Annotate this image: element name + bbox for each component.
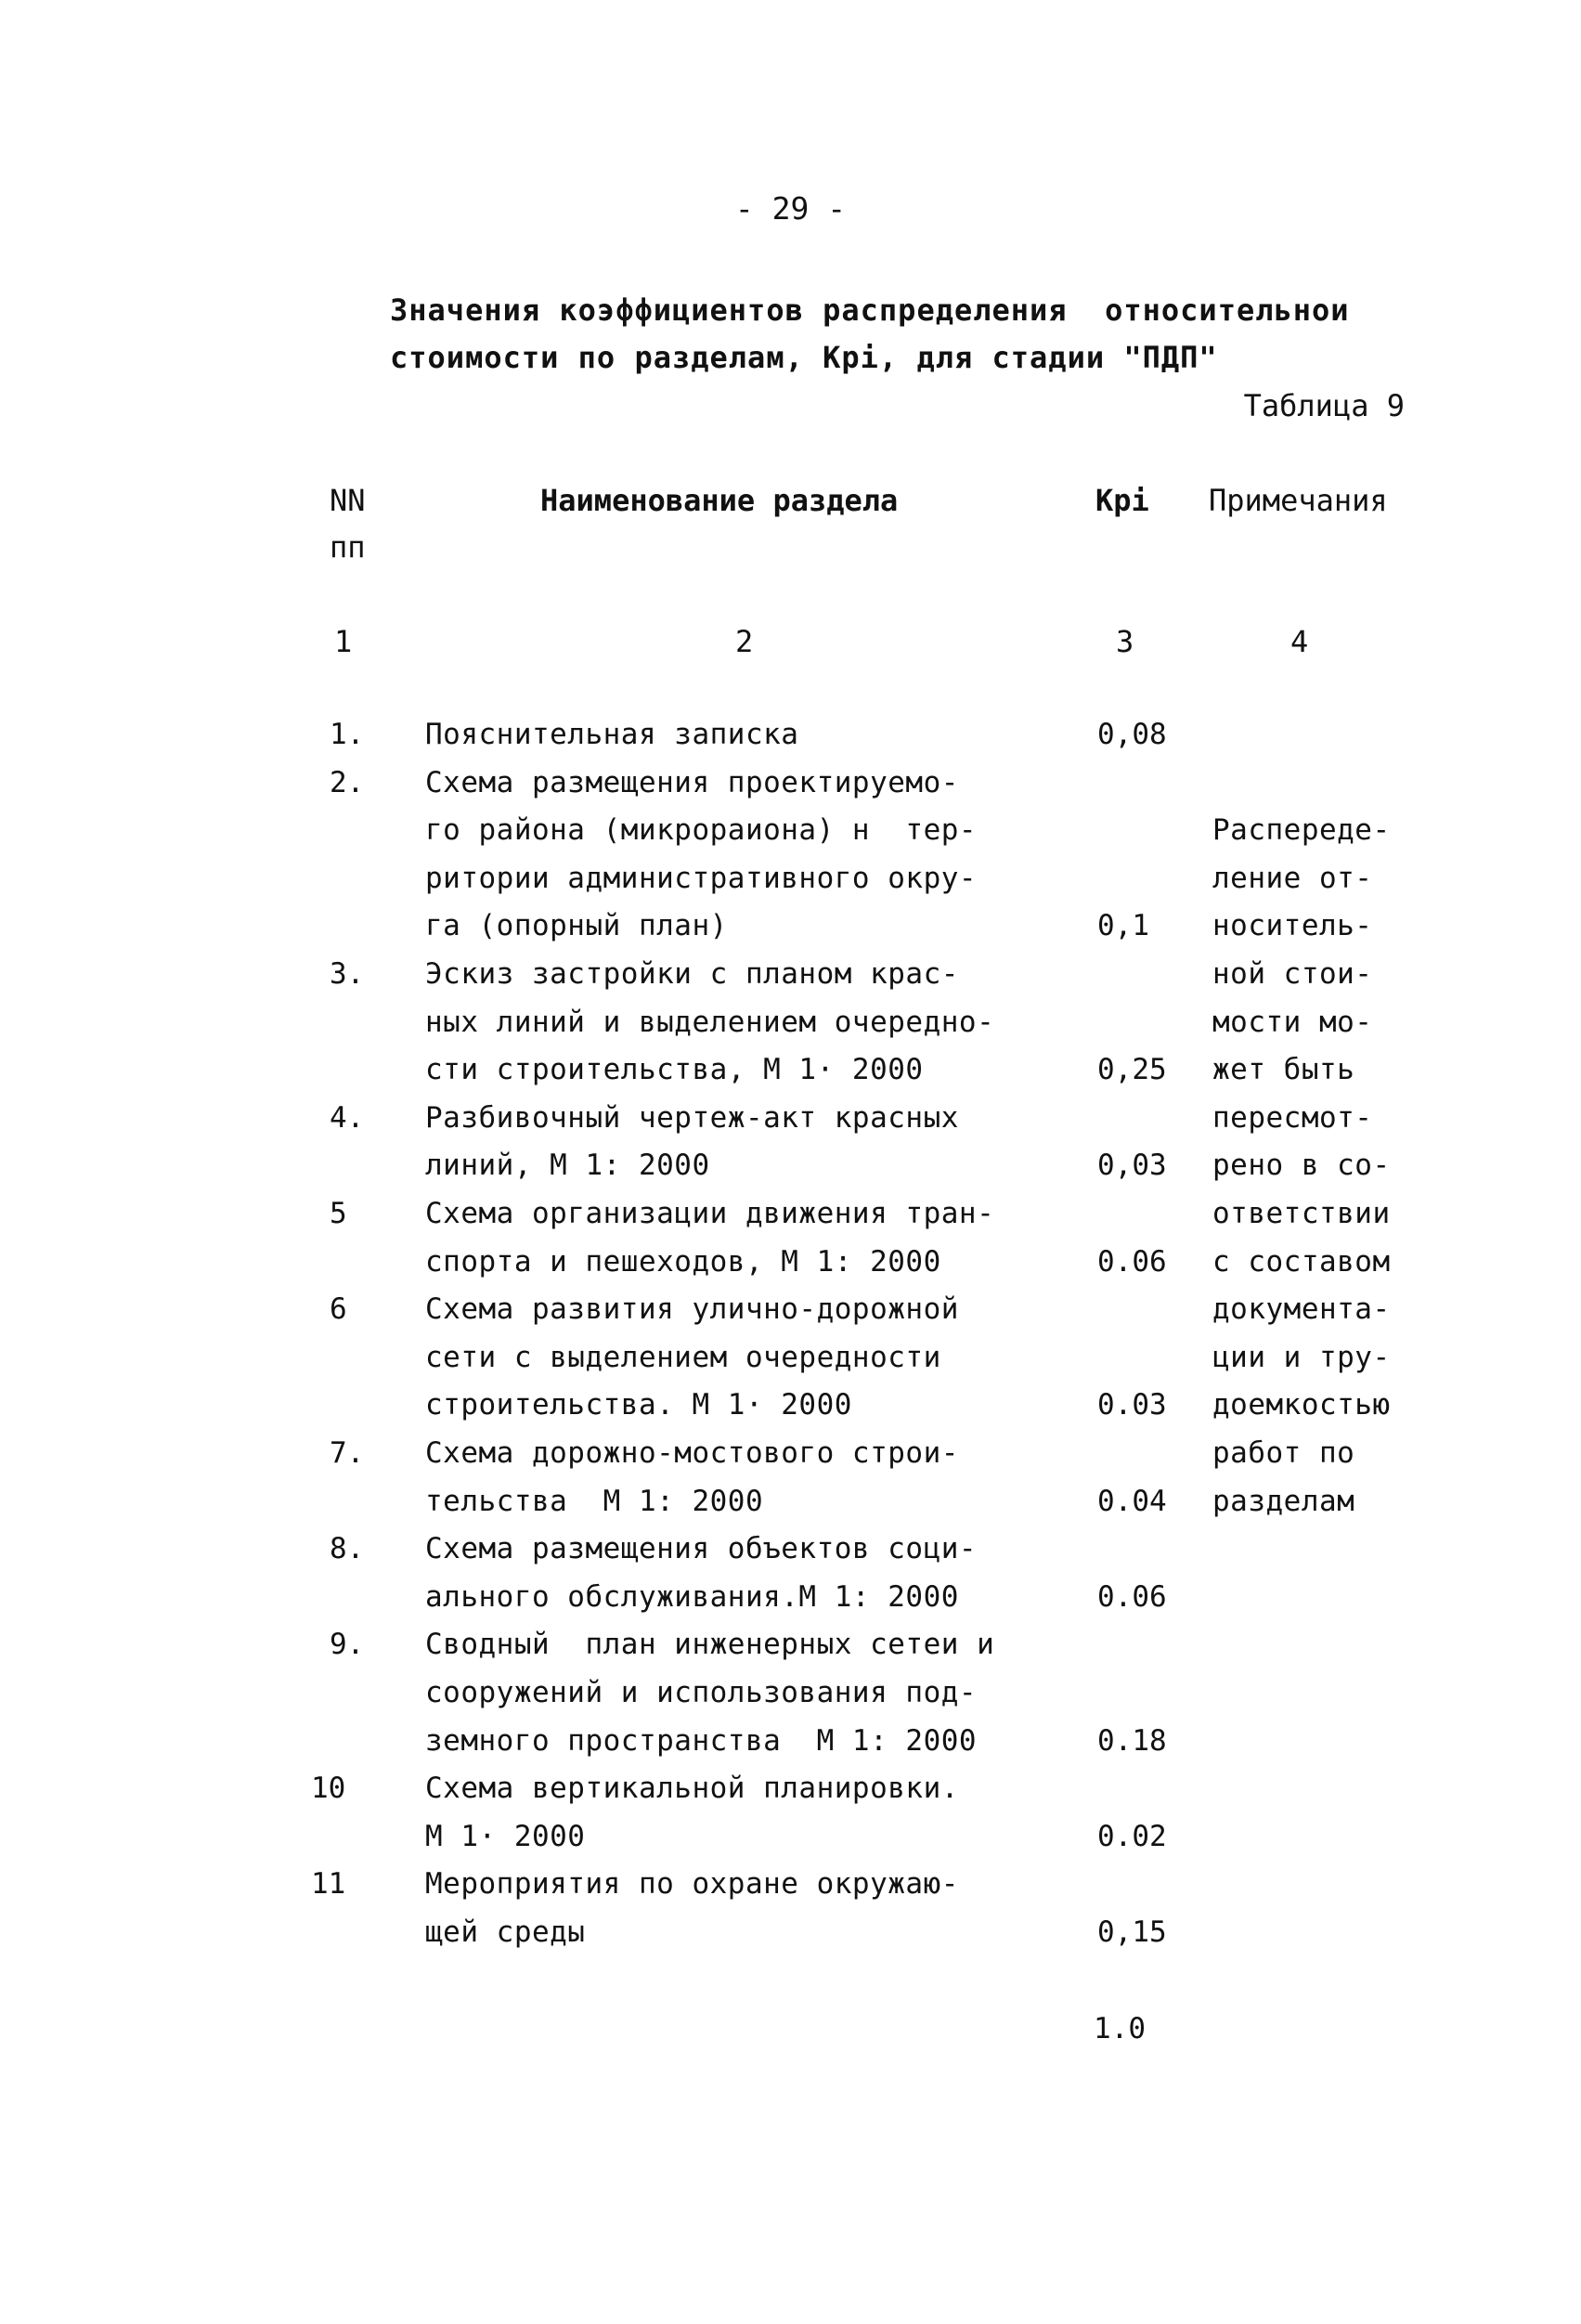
note-line: рено в со- [1212, 1149, 1391, 1183]
note-line: документа- [1212, 1292, 1391, 1327]
section-name-line: Мероприятия по охране окружаю- [425, 1867, 959, 1902]
row-number: 6 [330, 1292, 347, 1327]
table-label: Таблица 9 [1243, 388, 1405, 423]
section-name-line: сети с выделением очередности [425, 1340, 941, 1374]
row-kpi: 0.06 [1097, 1244, 1167, 1279]
note-line: ответствии [1212, 1197, 1391, 1230]
section-name-line: сти строительства, М 1· 2000 [425, 1053, 924, 1087]
row-number: 2. [330, 765, 365, 799]
row-kpi: 0,08 [1097, 718, 1167, 751]
note-line: разделам [1212, 1484, 1355, 1518]
row-number: 5 [330, 1197, 347, 1230]
section-name-line: Схема дорожно-мостового строи- [425, 1436, 959, 1470]
section-name-line: ритории административного окру- [425, 861, 978, 895]
section-name-line: спорта и пешеходов, М 1: 2000 [425, 1244, 941, 1279]
section-name-line: тельства М 1: 2000 [425, 1484, 764, 1518]
row-number: 11 [311, 1867, 346, 1902]
note-line: жет быть [1212, 1053, 1355, 1087]
page-number: - 29 - [734, 190, 847, 227]
row-kpi: 0.06 [1097, 1579, 1167, 1614]
section-name-line: земного пространства М 1: 2000 [425, 1723, 978, 1758]
section-name-line: га (опорный план) [425, 909, 728, 943]
row-number: 7. [330, 1436, 365, 1470]
row-number: 4. [330, 1100, 365, 1135]
section-name-line: сооружений и использования под- [425, 1676, 978, 1709]
note-line: доемкостью [1212, 1388, 1391, 1422]
table-title-line-1: Значения коэффициентов распределения относительнои [390, 292, 1350, 328]
header-col1-line1: NN [330, 483, 366, 518]
column-number-3: 3 [1116, 624, 1134, 659]
section-name-line: Эскиз застройки с планом крас- [425, 957, 959, 991]
section-name-line: ального обслуживания.М 1: 2000 [425, 1579, 959, 1614]
note-line: ции и тру- [1212, 1340, 1391, 1374]
note-line: носитель- [1212, 909, 1373, 943]
header-col4: Примечания [1209, 483, 1388, 518]
header-col2: Наименование раздела [540, 483, 899, 518]
row-kpi: 0.18 [1097, 1723, 1167, 1758]
row-kpi: 0,03 [1097, 1149, 1167, 1183]
row-number: 1. [330, 718, 365, 751]
row-number: 8. [330, 1532, 365, 1566]
note-line: с составом [1212, 1244, 1391, 1279]
note-line: ление от- [1212, 861, 1373, 895]
note-line: ной стои- [1212, 957, 1373, 991]
section-name-line: Схема вертикальной планировки. [425, 1772, 959, 1806]
row-number: 3. [330, 957, 365, 991]
note-line: мости мо- [1212, 1005, 1373, 1039]
section-name-line: Схема организации движения тран- [425, 1197, 995, 1230]
row-kpi: 0,15 [1097, 1915, 1167, 1949]
row-kpi: 0,1 [1097, 909, 1149, 943]
column-number-2: 2 [735, 624, 754, 659]
section-name-line: строительства. М 1· 2000 [425, 1388, 852, 1422]
table-title-line-2: стоимости по разделам, Кpi, для стадии "ПДП" [390, 340, 1218, 375]
row-kpi: 0.03 [1097, 1388, 1167, 1422]
total-kpi: 1.0 [1094, 2012, 1146, 2045]
header-col3: Кpi [1095, 483, 1149, 518]
row-number: 10 [311, 1772, 346, 1806]
section-name-line: Сводный план инженерных сетеи и [425, 1628, 995, 1662]
header-col1-line2: пп [330, 529, 366, 565]
column-number-1: 1 [334, 624, 353, 659]
note-line: пересмот- [1212, 1100, 1373, 1135]
section-name-line: линий, М 1: 2000 [425, 1149, 710, 1183]
column-number-4: 4 [1290, 624, 1309, 659]
section-name-line: щей среды [425, 1915, 586, 1949]
section-name-line: Пояснительная записка [425, 718, 799, 751]
note-line: работ по [1212, 1436, 1355, 1470]
section-name-line: Схема размещения проектируемо- [425, 765, 959, 799]
row-kpi: 0,25 [1097, 1053, 1167, 1087]
section-name-line: го района (микрораиона) н тер- [425, 813, 978, 848]
section-name-line: М 1· 2000 [425, 1819, 586, 1853]
section-name-line: Разбивочный чертеж-акт красных [425, 1100, 959, 1135]
section-name-line: Схема размещения объектов соци- [425, 1532, 978, 1566]
note-line: Распереде- [1212, 813, 1391, 848]
row-number: 9. [330, 1628, 365, 1662]
row-kpi: 0.02 [1097, 1819, 1167, 1853]
section-name-line: Схема развития улично-дорожной [425, 1292, 959, 1327]
section-name-line: ных линий и выделением очередно- [425, 1005, 995, 1039]
row-kpi: 0.04 [1097, 1484, 1167, 1518]
